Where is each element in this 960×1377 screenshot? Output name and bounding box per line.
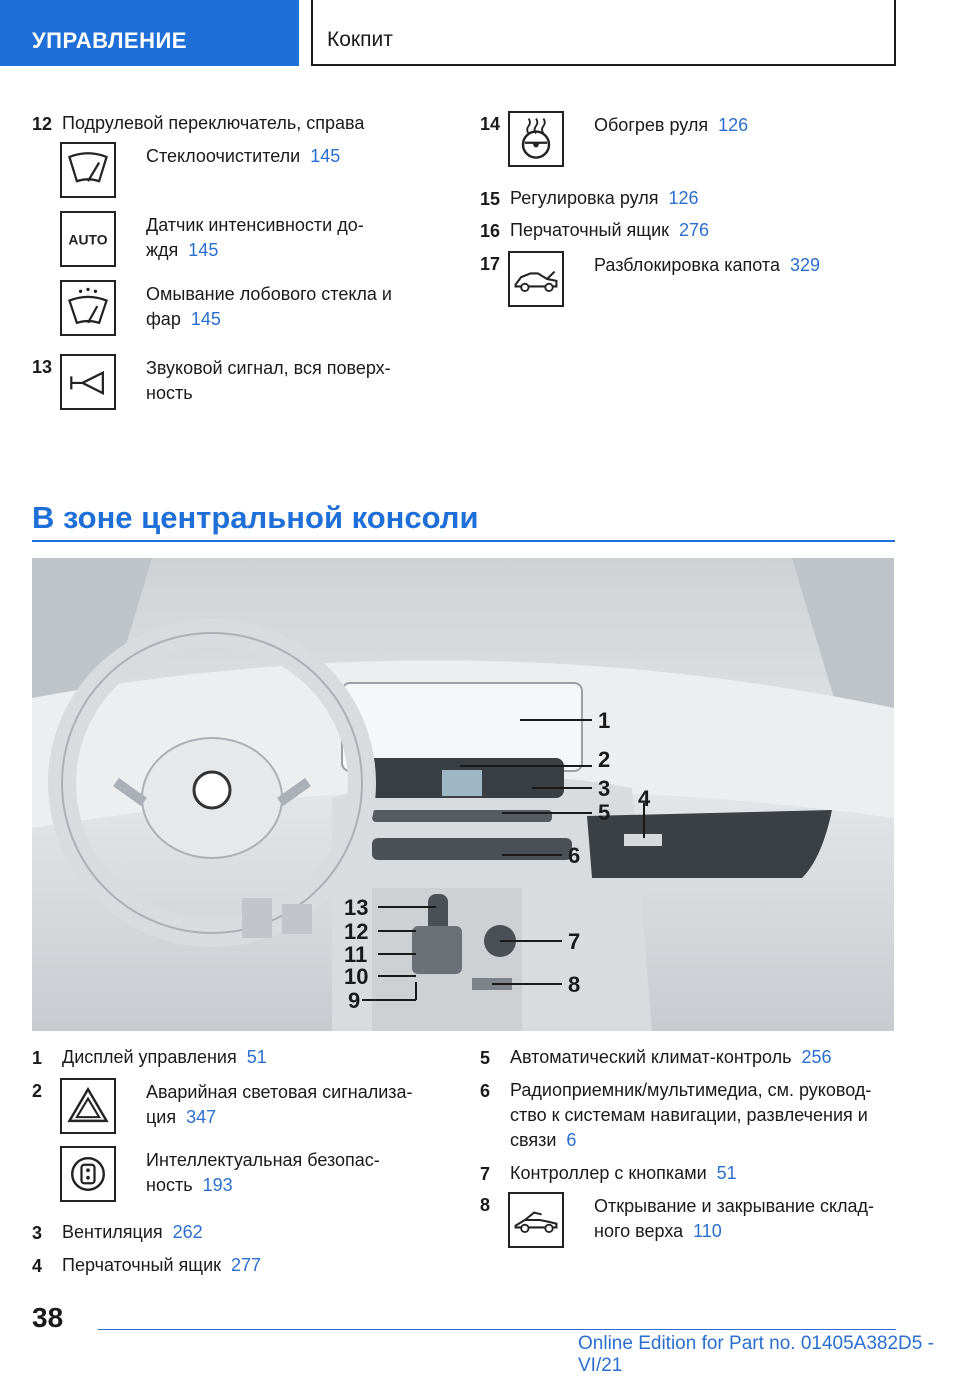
page-ref[interactable]: 110 — [693, 1221, 722, 1241]
callout-3: 3 — [598, 776, 611, 801]
page-ref[interactable]: 6 — [566, 1130, 577, 1150]
auto-icon — [60, 211, 116, 267]
item-text: Датчик интенсивности до- ждя 145 — [146, 215, 364, 260]
callout-8: 8 — [568, 972, 581, 997]
page-ref[interactable]: 51 — [246, 1047, 267, 1067]
page-number: 38 — [32, 1302, 64, 1333]
item-text: Интеллектуальная безопас- ность 193 — [146, 1150, 380, 1195]
page-ref[interactable]: 145 — [310, 146, 341, 166]
callout-5: 5 — [598, 800, 611, 825]
page-ref[interactable]: 51 — [716, 1163, 737, 1183]
item-text: Перчаточный ящик 276 — [510, 220, 710, 240]
page-ref[interactable]: 145 — [188, 240, 219, 260]
item-number: 12 — [32, 114, 53, 134]
item-text: Перчаточный ящик 277 — [62, 1255, 262, 1275]
footer-edition[interactable]: Online Edition for Part no. 01405A382D5 - VI/21 — [578, 1333, 934, 1376]
section-title: В зоне центральной консоли — [32, 500, 479, 535]
page-ref[interactable]: 256 — [801, 1047, 832, 1067]
callout-10: 10 — [344, 964, 369, 989]
item-text: Стеклоочистители 145 — [146, 146, 341, 166]
item-text: Вентиляция 262 — [62, 1222, 203, 1242]
footer-divider — [98, 1329, 896, 1330]
page-ref[interactable]: 193 — [202, 1175, 233, 1195]
page-ref[interactable]: 329 — [789, 255, 821, 275]
item-number: 16 — [480, 221, 501, 241]
callout-1: 1 — [598, 708, 611, 733]
callout-9: 9 — [348, 988, 361, 1013]
callout-7: 7 — [568, 929, 581, 954]
item-number: 14 — [480, 114, 501, 134]
svg-text:AUTO: AUTO — [68, 231, 108, 248]
item-text: Контроллер с кнопками 51 — [510, 1163, 737, 1183]
chapter-tab: Кокпит — [311, 0, 896, 66]
callout-13: 13 — [344, 895, 369, 920]
item-number: 2 — [32, 1081, 43, 1101]
item-number: 15 — [480, 189, 501, 209]
safety-icon — [60, 1146, 116, 1202]
callout-2: 2 — [598, 747, 611, 772]
hazard-icon — [60, 1078, 116, 1134]
item-text: Обогрев руля 126 — [594, 115, 749, 135]
item-number: 7 — [480, 1164, 491, 1184]
cockpit-illustration — [32, 558, 894, 1031]
item-text: Звуковой сигнал, вся поверх- ность — [146, 358, 391, 403]
wiper-icon — [60, 142, 116, 198]
item-text: Омывание лобового стекла и фар 145 — [146, 284, 392, 329]
callout-11: 11 — [344, 942, 368, 967]
page-ref[interactable]: 277 — [231, 1255, 262, 1275]
item-text: Аварийная световая сигнализа- ция 347 — [146, 1082, 413, 1127]
page-ref[interactable]: 276 — [679, 220, 710, 240]
callout-12: 12 — [344, 919, 369, 944]
item-text: Регулировка руля 126 — [510, 188, 699, 208]
page-ref[interactable]: 347 — [186, 1107, 217, 1127]
section-divider — [32, 540, 895, 542]
item-text: Подрулевой переключатель, справа — [62, 113, 365, 133]
item-number: 5 — [480, 1048, 491, 1068]
item-number: 6 — [480, 1081, 491, 1101]
callout-4: 4 — [638, 786, 651, 811]
item-text: Открывание и закрывание склад- ного верха 110 — [594, 1196, 875, 1241]
callout-6: 6 — [568, 843, 581, 868]
item-number: 3 — [32, 1223, 43, 1243]
item-number: 1 — [32, 1048, 43, 1068]
page-ref[interactable]: 145 — [190, 309, 221, 329]
item-number: 17 — [480, 254, 501, 274]
convertible-top-icon — [508, 1192, 564, 1248]
item-number: 8 — [480, 1195, 491, 1215]
horn-icon — [60, 354, 116, 410]
item-text: Разблокировка капота 329 — [594, 255, 821, 275]
page-ref[interactable]: 126 — [718, 115, 749, 135]
hood-icon — [508, 251, 564, 307]
item-text: Автоматический климат-контроль 256 — [510, 1047, 832, 1067]
heated-steering-icon — [508, 111, 564, 167]
washer-icon — [60, 280, 116, 336]
section-tab: УПРАВЛЕНИЕ — [0, 0, 299, 66]
item-number: 13 — [32, 357, 53, 377]
item-number: 4 — [32, 1256, 43, 1276]
item-text: Дисплей управления 51 — [62, 1047, 267, 1067]
page-ref[interactable]: 262 — [172, 1222, 203, 1242]
item-text: Радиоприемник/мультимедиа, см. руковод- ство к системам навигации, развлечения и связи 6 — [510, 1080, 872, 1150]
page-ref[interactable]: 126 — [668, 188, 699, 208]
